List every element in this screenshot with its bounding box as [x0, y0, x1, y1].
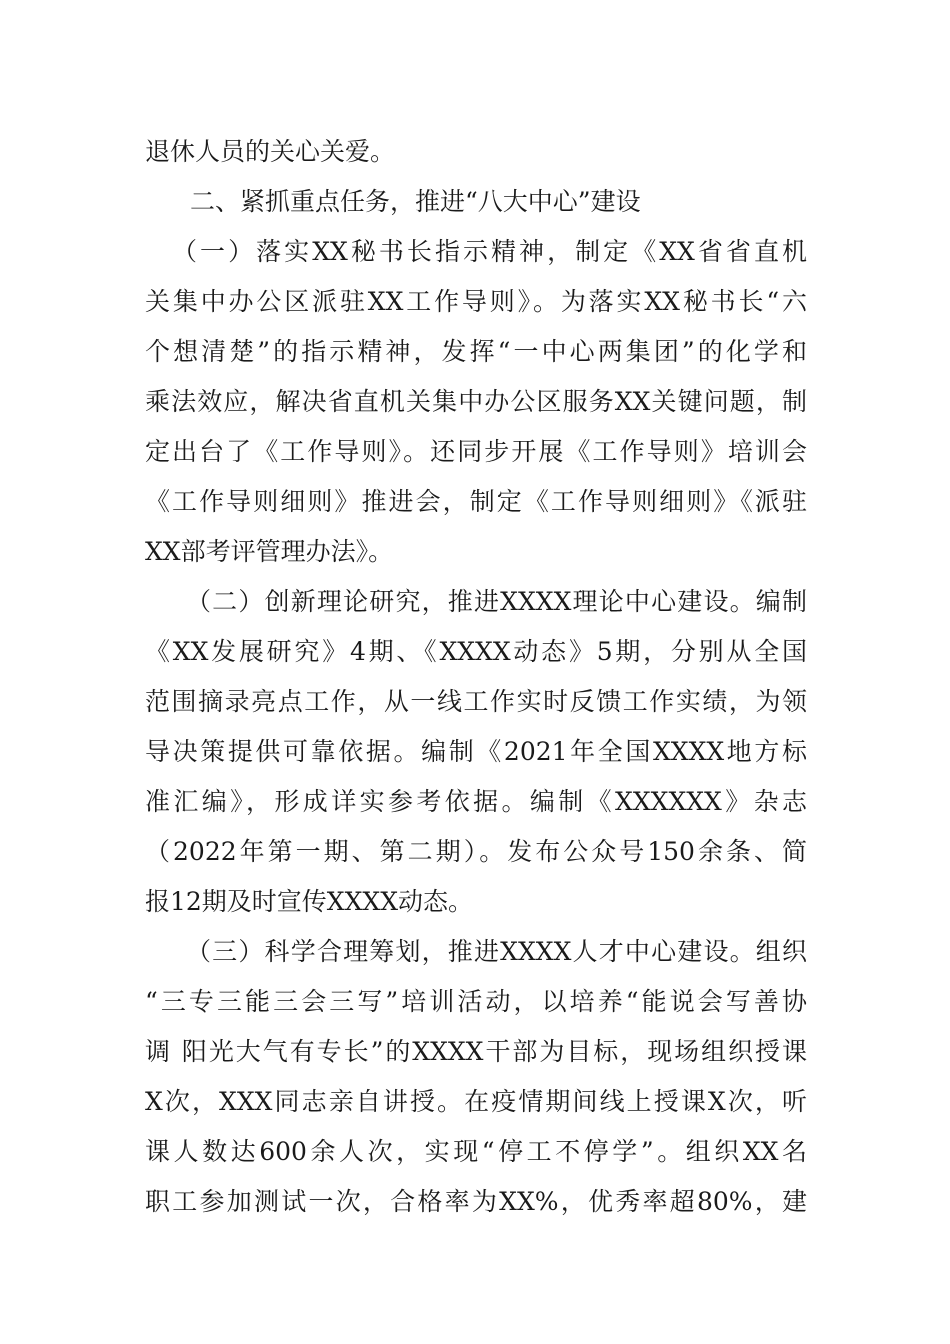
text-line: “三专三能三会三写”培训活动，以培养“能说会写善协 — [145, 987, 807, 1016]
text-line: 《XX发展研究》4期、《XXXX动态》5期，分别从全国 — [145, 637, 807, 666]
text-line: 准汇编》，形成详实参考依据。编制《XXXXXX》杂志 — [145, 787, 807, 816]
text-line: （一）落实XX秘书长指示精神，制定《XX省省直机 — [172, 237, 807, 266]
text-line: 关集中办公区派驻XX工作导则》。为落实XX秘书长“六 — [145, 287, 807, 316]
text-line: 乘法效应，解决省直机关集中办公区服务XX关键问题，制 — [145, 387, 807, 416]
text-line: 调 阳光大气有专长”的XXXX干部为目标，现场组织授课 — [145, 1037, 807, 1066]
section-heading: 二、紧抓重点任务，推进“八大中心”建设 — [190, 187, 641, 216]
text-line: 报12期及时宣传XXXX动态。 — [145, 887, 474, 916]
text-line: 范围摘录亮点工作，从一线工作实时反馈工作实绩，为领 — [145, 687, 807, 716]
text-line: 个想清楚”的指示精神，发挥“一中心两集团”的化学和 — [145, 337, 807, 366]
text-line: X次，XXX同志亲自讲授。在疫情期间线上授课X次，听 — [145, 1087, 807, 1116]
text-line: 导决策提供可靠依据。编制《2021年全国XXXX地方标 — [145, 737, 807, 766]
text-line: XX部考评管理办法》。 — [145, 537, 394, 566]
text-line: （二）创新理论研究，推进XXXX理论中心建设。编制 — [186, 587, 807, 616]
text-line: 职工参加测试一次，合格率为XX%，优秀率超80%，建 — [145, 1187, 807, 1216]
text-line: 课人数达600余人次，实现“停工不停学”。组织XX名 — [145, 1137, 807, 1166]
text-line: （2022年第一期、第二期）。发布公众号150余条、简 — [145, 837, 807, 866]
text-line: 退休人员的关心关爱。 — [145, 137, 396, 166]
text-line: （三）科学合理筹划，推进XXXX人才中心建设。组织 — [186, 937, 807, 966]
text-line: 《工作导则细则》推进会，制定《工作导则细则》《派驻 — [145, 487, 807, 516]
text-line: 定出台了《工作导则》。还同步开展《工作导则》培训会 — [145, 437, 807, 466]
